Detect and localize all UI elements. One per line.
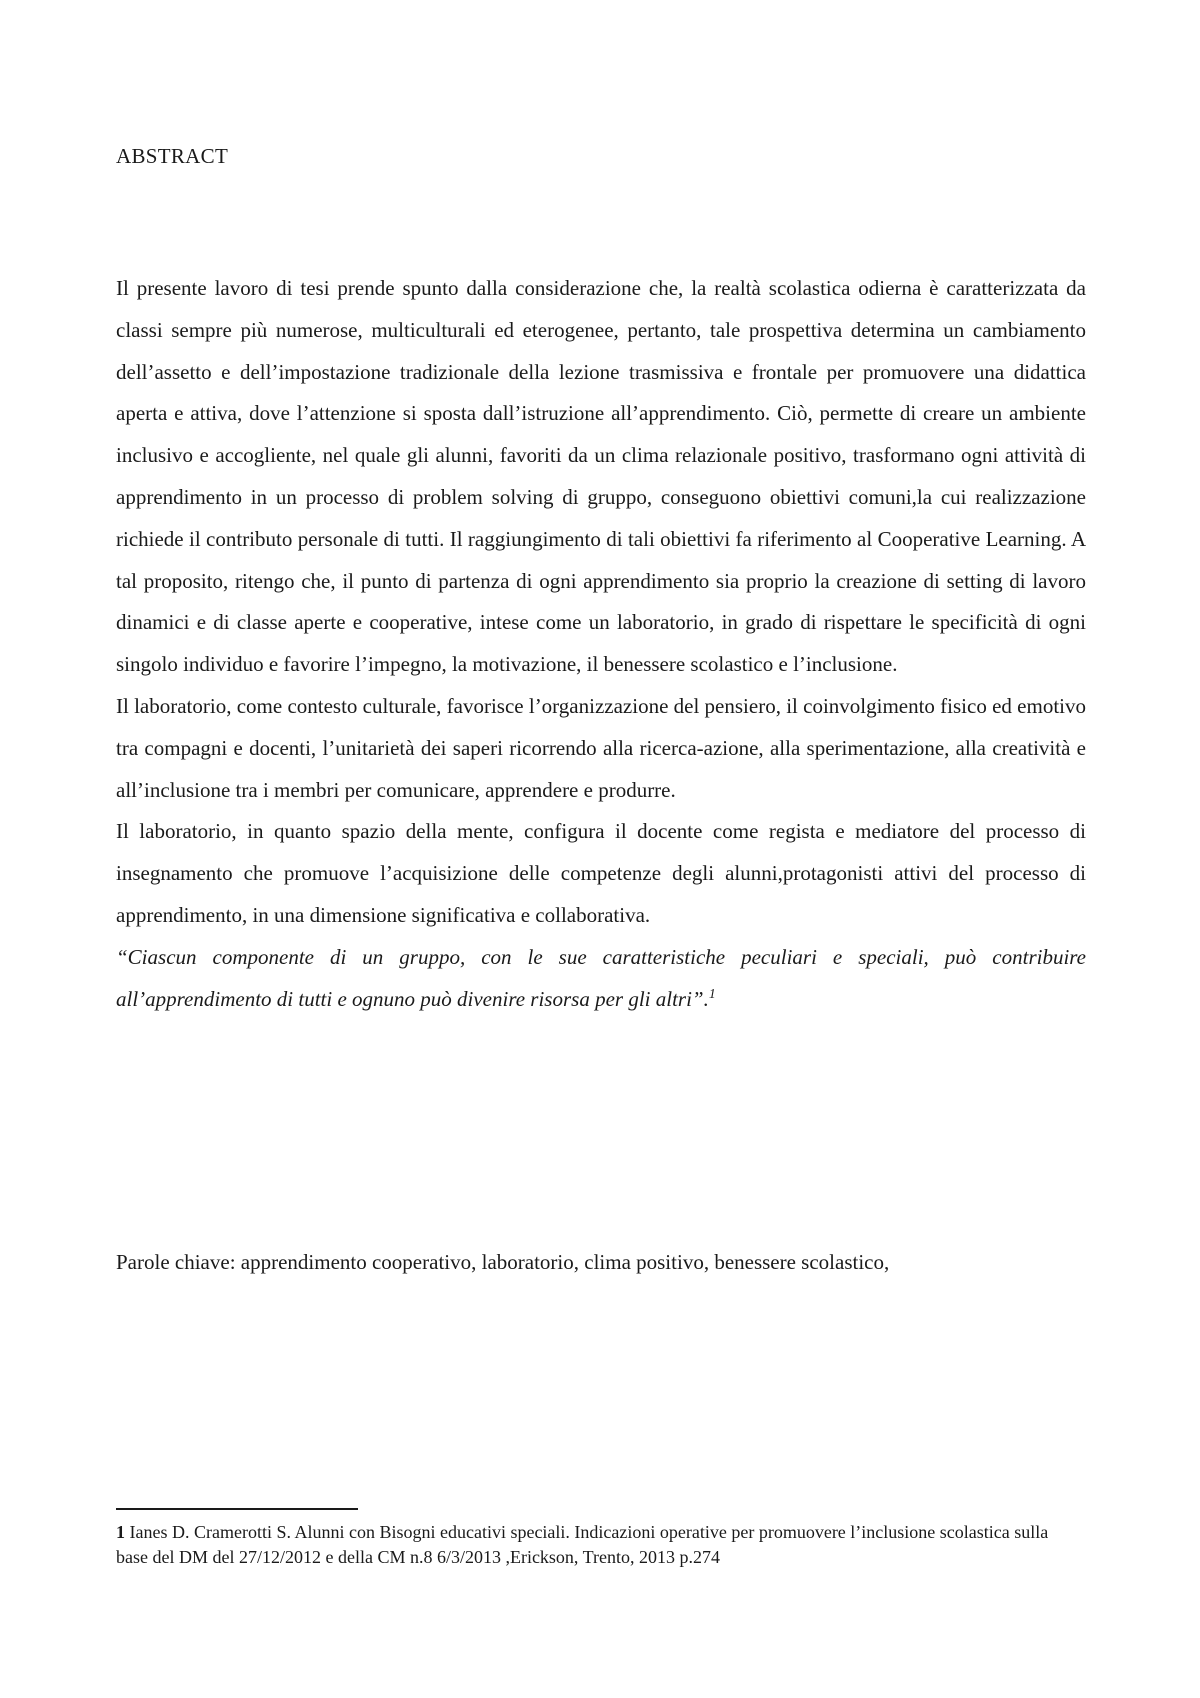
abstract-body xyxy=(116,268,1086,1020)
quote-paragraph xyxy=(116,937,1086,1021)
quote-footnote-ref: 1 xyxy=(708,985,716,1001)
footnote-separator xyxy=(116,1508,358,1510)
paragraph-1: Il presente lavoro di tesi prende spunto dalla considerazione che, la realtà scolastica odierna è caratterizzata da classi sempre più numerose, multiculturali ed eterogenee, pertanto, tale prospettiva determina un cambiamento dell’assetto e dell’impostazione tradizionale della lezione trasmissiva e frontale per promuovere una didattica aperta e attiva, dove l’attenzione si sposta dall’istruzione all’apprendimento. Ciò, permette di creare un ambiente inclusivo e accogliente, nel quale gli alunni, favoriti da un clima relazionale positivo, trasformano ogni attività di apprendimento in un processo di problem solving di gruppo, conseguono obiettivi comuni,la cui realizzazione richiede il contributo personale di tutti. Il raggiungimento di tali obiettivi fa riferimento al Cooperative Learning. A tal proposito, ritengo che, il punto di partenza di ogni apprendimento sia proprio la creazione di setting di lavoro dinamici e di classe aperte e cooperative, intese come un laboratorio, in grado di rispettare le specificità di ogni singolo individuo e favorire l’impegno, la motivazione, il benessere scolastico e l’inclusione. xyxy=(116,276,1086,677)
footnote xyxy=(116,1520,1076,1570)
keywords-line: Parole chiave: apprendimento cooperativo, laboratorio, clima positivo, benessere scolastico, xyxy=(116,1250,890,1274)
quote-text: “Ciascun componente di un gruppo, con le sue caratteristiche peculiari e speciali, può contribuire all’apprendimento di tutti e ognuno può divenire risorsa per gli altri”. xyxy=(116,944,1086,1011)
footnote-text: Ianes D. Cramerotti S. Alunni con Bisogni educativi speciali. Indicazioni operative per promuovere l’inclusione scolastica sulla base del DM del 27/12/2012 e della CM n.8 6/3/2013 ,Erickson, Trento, 2013 p.274 xyxy=(116,1522,1049,1567)
paragraph-2: Il laboratorio, come contesto culturale, favorisce l’organizzazione del pensiero, il coinvolgimento fisico ed emotivo tra compagni e docenti, l’unitarietà dei saperi ricorrendo alla ricerca-azione, alla sperimentazione, alla creatività e all’inclusione tra i membri per comunicare, apprendere e produrre. xyxy=(116,693,1086,802)
footnote-mark: 1 xyxy=(116,1522,125,1542)
abstract-heading: ABSTRACT xyxy=(116,144,229,168)
paragraph-3: Il laboratorio, in quanto spazio della mente, configura il docente come regista e mediatore del processo di insegnamento che promuove l’acquisizione delle competenze degli alunni,protagonisti attivi del processo di apprendimento, in una dimensione significativa e collaborativa. xyxy=(116,819,1086,927)
